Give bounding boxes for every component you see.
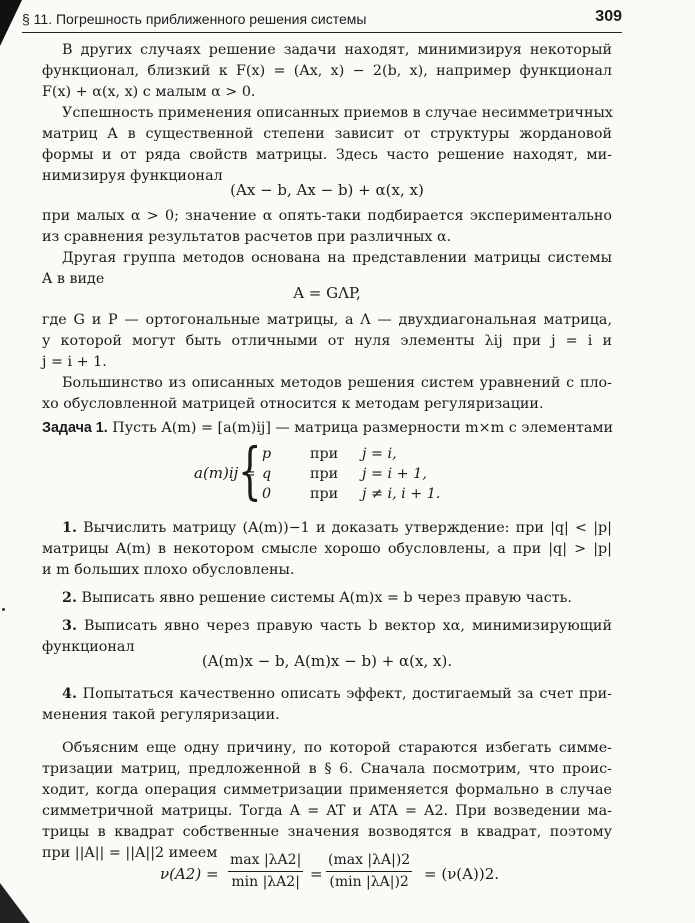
piecewise-at: при (310, 466, 339, 482)
piecewise-condition: j = i + 1, (362, 466, 427, 482)
text-line: j = i + 1. (42, 354, 107, 370)
text-line: функционал (42, 639, 135, 655)
text-line: матрицы A(m) в некотором смысле хорошо обусловлены, а при |q| > |p| (42, 541, 612, 557)
text-line: менения такой регуляризации. (42, 707, 280, 723)
item-number: 4. (62, 686, 77, 702)
text-line: при малых α > 0; значение α опять-таки подбирается экспериментально (42, 208, 612, 224)
text-line: у которой могут быть отличными от нуля элементы λij при j = i и (42, 333, 612, 349)
fraction-denominator: (min |λA|)2 (329, 874, 409, 890)
piecewise-value: p (262, 446, 272, 462)
fraction-numerator: (max |λA|)2 (326, 850, 412, 872)
piecewise-value: 0 (262, 486, 272, 502)
piecewise-at: при (310, 486, 339, 502)
formula-equals: = (310, 865, 323, 883)
text-line: Успешность применения описанных приемов в случае несимметричных (62, 105, 613, 121)
text-line: Объясним еще одну причину, по которой стараются избегать симме- (62, 740, 612, 756)
fraction-denominator: min |λA2| (231, 874, 300, 890)
task-text: Пусть A(m) = [a(m)ij] — матрица размерности m×m с элементами (112, 420, 614, 436)
left-brace: { (238, 434, 262, 507)
text-line: хо обусловленной матрицей относится к методам регуляризации. (42, 396, 544, 412)
piecewise-condition: j = i, (362, 446, 397, 462)
text-line: трицы в квадрат собственные значения возводятся в квадрат, поэтому (42, 824, 612, 840)
item-number: 2. (62, 590, 77, 606)
text-line: формы и от ряда свойств матрицы. Здесь часто решение находят, ми- (42, 147, 612, 163)
equation-decomposition: A = GΛP, (293, 284, 361, 302)
text-line: и m больших плохо обусловлены. (42, 562, 295, 578)
piecewise-value: q (262, 466, 272, 482)
piecewise-lhs: a(m)ij = (194, 464, 256, 482)
item-text: Попытаться качественно описать эффект, достигаемый за счет при- (82, 686, 613, 702)
text-line: тризации матриц, предложенной в § 6. Сначала посмотрим, что проис- (42, 761, 612, 777)
text-line: матриц A в существенной степени зависит от структуры жордановой (42, 126, 612, 142)
item-number: 1. (62, 520, 77, 536)
page-number: 309 (595, 8, 622, 25)
equation-regularized: (A(m)x − b, A(m)x − b) + α(x, x). (201, 652, 453, 670)
text-line: В других случаях решение задачи находят, минимизируя некоторый (62, 42, 612, 58)
formula-rhs: = (ν(A))2. (424, 865, 500, 883)
text-line: где G и P — ортогональные матрицы, а Λ — двухдиагональная матрица, (42, 312, 612, 328)
text-line: Большинство из описанных методов решения систем уравнений с пло- (62, 375, 612, 391)
formula-lhs: ν(A2) = (160, 865, 219, 883)
task-item (62, 684, 612, 704)
fraction (228, 850, 303, 893)
text-line: симметричной матрицы. Тогда A = AT и ATA = A2. При возведении ма- (42, 803, 612, 819)
task-item (62, 518, 612, 538)
fraction-numerator: max |λA2| (228, 850, 303, 872)
running-head: § 11. Погрешность приближенного решения системы (22, 11, 367, 27)
item-number: 3. (62, 618, 77, 634)
text-line: функционал, близкий к F(x) = (Ax, x) − 2(b, x), например функционал (42, 63, 612, 79)
text-line: из сравнения результатов расчетов при различных α. (42, 229, 452, 245)
scan-shadow-top (0, 0, 22, 46)
text-line: ходит, когда операция симметризации применяется формально в случае (42, 782, 612, 798)
item-text: Выписать явно решение системы A(m)x = b через правую часть. (81, 590, 572, 606)
text-line: при ||A|| = ||A||2 имеем (42, 845, 218, 861)
scan-speck (2, 608, 5, 611)
text-line: A в виде (42, 271, 105, 287)
piecewise-at: при (310, 446, 339, 462)
task-label: Задача 1. (42, 420, 108, 436)
task-statement (42, 418, 612, 438)
text-line: Другая группа методов основана на представлении матрицы системы (62, 250, 612, 266)
page-header (22, 6, 622, 33)
task-item (62, 616, 612, 636)
piecewise-definition (194, 434, 474, 507)
fraction (326, 850, 412, 893)
piecewise-condition: j ≠ i, i + 1. (362, 486, 441, 502)
equation-functional: (Ax − b, Ax − b) + α(x, x) (230, 181, 424, 199)
item-text: Выписать явно через правую часть b вектор xα, минимизирующий (83, 618, 612, 634)
condition-number-formula (160, 850, 520, 900)
text-line: нимизируя функционал (42, 168, 223, 184)
text-line: F(x) + α(x, x) с малым α > 0. (42, 84, 256, 100)
scan-shadow-bottom (0, 883, 30, 923)
task-item (62, 588, 612, 608)
item-text: Вычислить матрицу (A(m))−1 и доказать утверждение: при |q| < |p| (83, 520, 612, 536)
